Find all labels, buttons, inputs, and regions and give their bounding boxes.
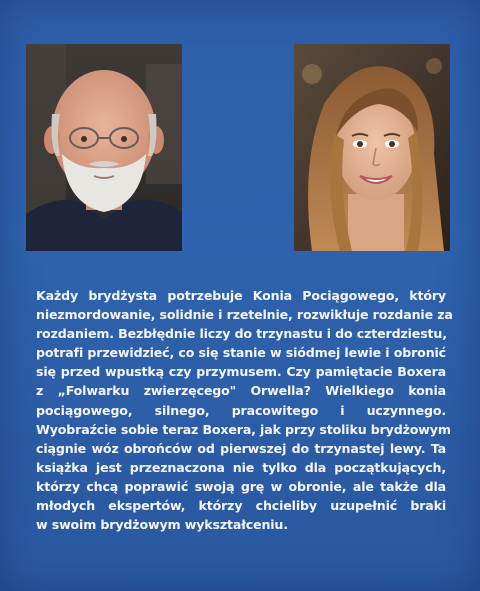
author-photo-right <box>294 44 450 251</box>
description-line: Wyobraźcie sobie teraz Boxera, jak przy stoliku brydżowym <box>36 421 451 437</box>
book-description <box>36 286 453 534</box>
description-line: pociągowego, silnego, pracowitego i uczynnego. <box>36 402 446 418</box>
description-line: Każdy brydżysta potrzebuje Konia Pociągowego, który <box>36 288 446 303</box>
description-line: z „Folwarku zwierzęcego" Orwella? Wielkiego konia <box>36 383 446 399</box>
description-line: się przed wpustką czy przymusem. Czy pamiętacie Boxera <box>36 364 446 380</box>
description-line: młodych ekspertów, którzy chcieliby uzupełnić braki <box>36 498 446 514</box>
description-line: którzy chcą poprawić swoją grę w obronie, ale także dla <box>36 478 446 494</box>
description-line: ciągnie wóz obrońców od pierwszej do trzynastej lewy. Ta <box>36 440 446 456</box>
description-line: w swoim brydżowym wykształceniu. <box>36 517 288 533</box>
description-line: książka jest przeznaczona nie tylko dla początkujących, <box>36 459 446 475</box>
description-line: rozdaniem. Bezbłędnie liczy do trzynastu i do czterdziestu, <box>36 326 447 342</box>
description-line: niezmordowanie, solidnie i rzetelnie, rozwikłuje rozdanie za <box>36 307 453 323</box>
description-line: potrafi przewidzieć, co się stanie w siódmej lewie i obronić <box>36 345 446 361</box>
author-portrait-woman-icon <box>294 44 450 251</box>
author-portrait-man-icon <box>26 44 182 251</box>
author-photo-left <box>26 44 182 251</box>
